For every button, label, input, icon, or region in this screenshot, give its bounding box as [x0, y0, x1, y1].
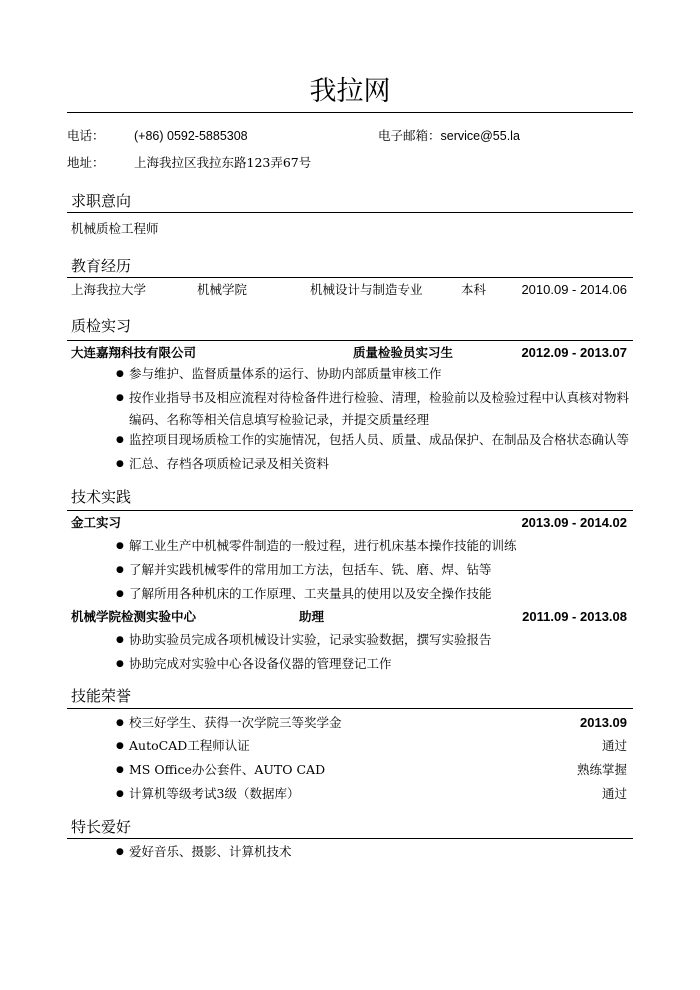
bullet-icon: ● — [116, 589, 124, 599]
section-divider — [67, 212, 633, 213]
section-title-internship: 质检实习 — [71, 317, 132, 335]
practice-item-name: 金工实习 — [71, 515, 122, 530]
bullet-icon: ● — [116, 635, 124, 645]
skill-item-value: 通过 — [601, 738, 627, 753]
bullet-icon: ● — [116, 847, 124, 857]
list-item: 监控项目现场质检工作的实施情况，包括人员、质量、成品保护、在制品及合格状态确认等 — [129, 432, 630, 447]
phone-label: 电话： — [67, 128, 105, 143]
education-school: 上海我拉大学 — [71, 282, 147, 297]
skill-item-value: 熟练掌握 — [576, 762, 627, 777]
practice-item-role: 助理 — [299, 609, 325, 624]
list-item: 协助实验员完成各项机械设计实验，记录实验数据，撰写实验报告 — [129, 632, 492, 647]
section-divider — [67, 708, 633, 709]
skill-item-value: 2013.09 — [580, 715, 627, 730]
education-major: 机械设计与制造专业 — [310, 282, 423, 297]
bullet-icon: ● — [116, 789, 124, 799]
list-item: 了解所用各种机床的工作原理、工夹量具的使用以及安全操作技能 — [129, 586, 492, 601]
list-item: 参与维护、监督质量体系的运行、协助内部质量审核工作 — [129, 366, 442, 381]
bullet-icon: ● — [116, 765, 124, 775]
section-title-skills: 技能荣誉 — [71, 687, 132, 705]
list-item: 汇总、存档各项质检记录及相关资料 — [129, 456, 330, 471]
objective-text: 机械质检工程师 — [71, 221, 159, 236]
skill-item: MS Office办公套件、AUTO CAD — [129, 762, 326, 777]
bullet-icon: ● — [116, 659, 124, 669]
bullet-icon: ● — [116, 718, 124, 728]
list-item: 解工业生产中机械零件制造的一般过程，进行机床基本操作技能的训练 — [129, 538, 517, 553]
email-row — [378, 128, 520, 144]
bullet-icon: ● — [116, 435, 124, 445]
practice-item-name: 机械学院检测实验中心 — [71, 609, 197, 624]
practice-item-period: 2011.09 - 2013.08 — [522, 609, 627, 624]
skill-item: 校三好学生、获得一次学院三等奖学金 — [129, 715, 342, 730]
section-divider — [67, 838, 633, 839]
bullet-icon: ● — [116, 565, 124, 575]
address-label: 地址： — [67, 155, 105, 170]
section-title-practice: 技术实践 — [71, 488, 132, 506]
section-title-hobbies: 特长爱好 — [71, 818, 132, 836]
section-title-education: 教育经历 — [71, 257, 132, 275]
list-item: 按作业指导书及相应流程对待检备件进行检验、清理，检验前以及检验过程中认真核对物料编码、名称等相关信息填写检验记录，并提交质量经理 — [129, 390, 630, 427]
section-divider — [67, 277, 633, 278]
list-item: 了解并实践机械零件的常用加工方法，包括车、铣、磨、焊、钻等 — [129, 562, 492, 577]
bullet-icon: ● — [116, 393, 124, 403]
header-divider — [67, 112, 633, 113]
skill-item: AutoCAD工程师认证 — [129, 738, 250, 753]
skill-item-value: 通过 — [601, 786, 627, 801]
bullet-icon: ● — [116, 541, 124, 551]
internship-role: 质量检验员实习生 — [353, 345, 454, 360]
education-period: 2010.09 - 2014.06 — [521, 282, 627, 297]
bullet-icon: ● — [116, 459, 124, 469]
bullet-icon: ● — [116, 741, 124, 751]
phone-value: (+86) 0592-5885308 — [134, 129, 248, 143]
education-college: 机械学院 — [197, 282, 248, 297]
address-value: 上海我拉区我拉东路123弄67号 — [134, 155, 312, 170]
resume-name: 我拉网 — [309, 76, 391, 107]
list-item: 协助完成对实验中心各设备仪器的管理登记工作 — [129, 656, 392, 671]
skill-item: 计算机等级考试3级（数据库） — [129, 786, 300, 801]
list-item: 爱好音乐、摄影、计算机技术 — [129, 844, 292, 859]
internship-company: 大连嘉翔科技有限公司 — [71, 345, 197, 360]
email-label: 电子邮箱： — [378, 128, 441, 143]
practice-item-period: 2013.09 - 2014.02 — [521, 515, 627, 530]
internship-period: 2012.09 - 2013.07 — [521, 345, 627, 360]
phone-row — [67, 128, 105, 144]
section-divider — [67, 340, 633, 341]
education-degree: 本科 — [461, 282, 487, 297]
bullet-icon: ● — [116, 369, 124, 379]
section-divider — [67, 510, 633, 511]
section-title-objective: 求职意向 — [71, 192, 132, 210]
email-value[interactable]: service@55.la — [440, 129, 520, 143]
